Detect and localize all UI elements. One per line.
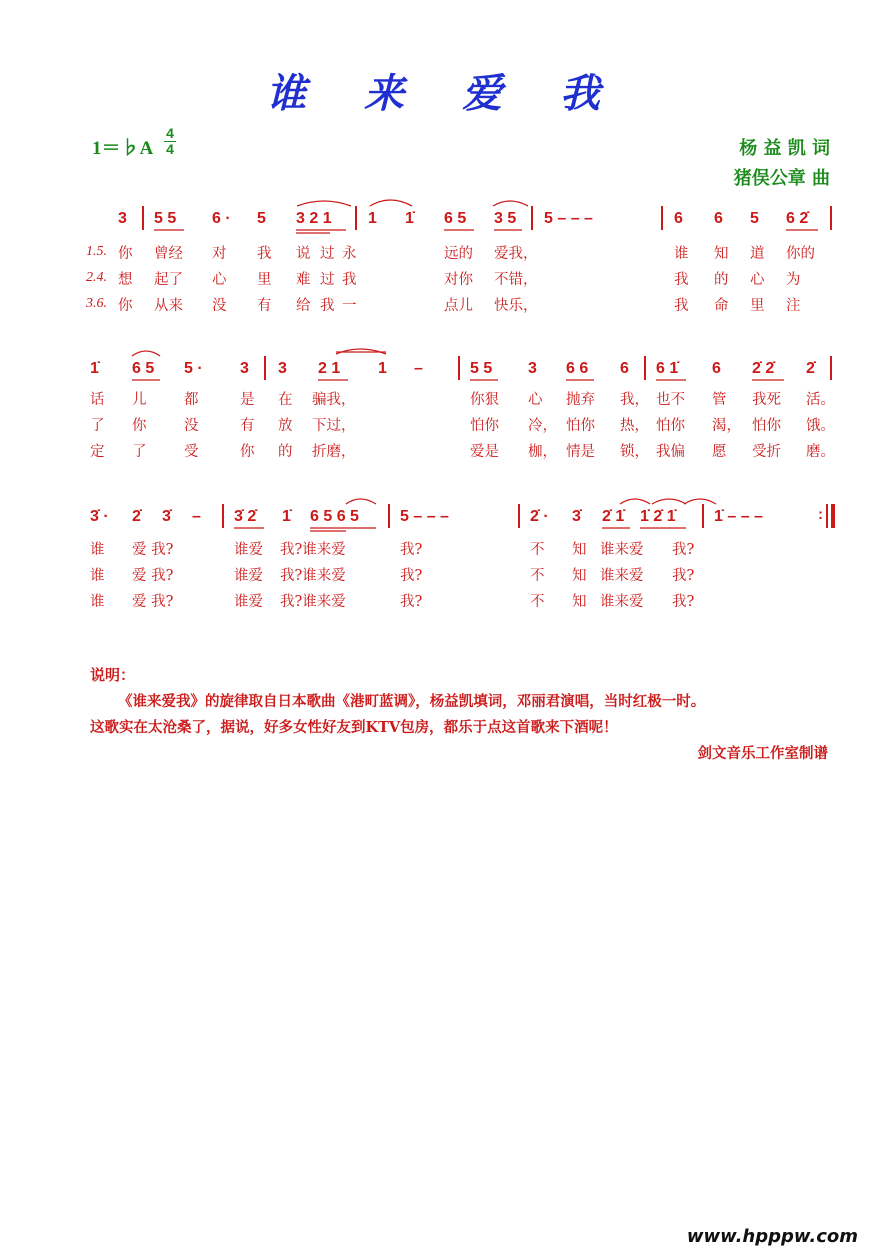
note: 2̇ <box>806 360 815 377</box>
lyric: 没 <box>184 418 199 434</box>
lyric: 锁， <box>620 444 649 460</box>
lyric: 我? <box>672 542 695 558</box>
lyric: 过 <box>320 272 335 288</box>
slur <box>132 351 160 356</box>
lyric: 也不 <box>656 392 685 408</box>
lyric: 永 <box>342 246 357 262</box>
lyric: 不 <box>530 568 545 584</box>
lyric: 给 <box>296 298 311 314</box>
lyric: 我 <box>257 246 272 262</box>
lyric: 的 <box>278 444 293 460</box>
lyric: 我?谁来爱 <box>280 594 346 610</box>
note: 2̇ · <box>530 508 549 525</box>
note: – <box>414 360 423 377</box>
lyric: 情是 <box>566 444 595 460</box>
lyric: 磨。 <box>806 444 835 460</box>
verse-number: 1.5. <box>86 244 107 259</box>
note: 5 <box>257 210 266 227</box>
lyric: 谁爱 <box>234 594 263 610</box>
lyric: 谁来爱 <box>600 542 644 558</box>
note: 3̇ 2̇ <box>234 508 257 525</box>
lyric: 没 <box>212 298 227 314</box>
lyric: 你 <box>240 444 255 460</box>
note: 3̇ <box>162 508 171 525</box>
lyric: 下过， <box>312 418 356 434</box>
note: 2̇ 1̇ <box>602 508 625 525</box>
note: 6 2̇ <box>786 210 809 227</box>
lyric: 为 <box>786 272 801 288</box>
lyric: 点儿 <box>444 298 473 314</box>
note: 1 <box>368 210 377 227</box>
note: 5 5 <box>470 360 493 377</box>
website-watermark: www.hpppw.com <box>686 1226 858 1247</box>
time-signature-top: 4 <box>166 125 174 141</box>
lyric: 对 <box>212 246 227 262</box>
key-signature: 1＝♭A <box>92 138 154 159</box>
notes-line-2: 这歌实在太沧桑了，据说，好多女性好友到KTV包房，都乐于点这首歌来下酒呢！ <box>90 719 618 736</box>
lyric: 我 <box>674 272 689 288</box>
notes-label: 说明： <box>90 666 136 684</box>
lyric: 折磨， <box>312 444 356 460</box>
lyric: 冷， <box>528 418 557 434</box>
note: 1̇ 2̇ 1̇ <box>640 508 676 525</box>
note: 3 2 1 <box>296 210 332 227</box>
lyric: 曾经 <box>154 246 183 262</box>
note: 2̇ 2̇ <box>752 360 775 377</box>
verse-number: 2.4. <box>86 270 107 285</box>
lyric: 说 <box>296 246 311 262</box>
note: 5 5 <box>154 210 177 227</box>
note: 3 <box>240 360 249 377</box>
lyric: 我? <box>400 594 423 610</box>
note: 6 · <box>212 210 231 227</box>
lyric: 里 <box>750 298 765 314</box>
note: 2 1 <box>318 360 341 377</box>
lyric: 放 <box>278 418 293 434</box>
slurs-and-beams <box>0 346 888 386</box>
lyric: 不 <box>530 542 545 558</box>
lyric: 我死 <box>752 392 781 408</box>
lyric: 怕你 <box>470 418 499 434</box>
lyric: 热， <box>620 418 649 434</box>
lyric: 远的 <box>444 246 473 262</box>
note: 2̇ <box>132 508 141 525</box>
lyric: 我偏 <box>656 444 685 460</box>
lyric: 爱 我? <box>132 542 174 558</box>
repeat-dots: : <box>818 506 823 523</box>
lyric: 饿。 <box>806 418 835 434</box>
lyric: 管 <box>712 392 727 408</box>
note: 6 <box>674 210 683 227</box>
lyric: 有 <box>240 418 255 434</box>
lyric: 过 <box>320 246 335 262</box>
note: 1 <box>378 360 387 377</box>
lyric: 谁 <box>90 568 105 584</box>
note: 3 <box>278 360 287 377</box>
lyric: 谁爱 <box>234 568 263 584</box>
lyric: 我， <box>620 392 649 408</box>
lyric: 命 <box>714 298 729 314</box>
lyric: 快乐， <box>494 298 538 314</box>
lyric: 定 <box>90 444 105 460</box>
lyric: 谁来爱 <box>600 594 644 610</box>
lyric: 愿 <box>712 444 727 460</box>
lyric: 在 <box>278 392 293 408</box>
lyric: 我 <box>342 272 357 288</box>
notes-line-1: 《谁来爱我》的旋律取自日本歌曲《港町蓝调》，杨益凯填词，邓丽君演唱，当时红极一时。 <box>118 693 706 710</box>
lyric: 你狠 <box>470 392 499 408</box>
lyric: 活。 <box>806 392 835 408</box>
lyric: 你 <box>132 418 147 434</box>
slur <box>684 499 716 504</box>
lyric: 你 <box>118 298 133 314</box>
note: 1̇ <box>90 360 99 377</box>
lyric: 不 <box>530 594 545 610</box>
lyric: 有 <box>257 298 272 314</box>
note: 1̇ – – – <box>714 508 763 525</box>
note: 3 <box>118 210 127 227</box>
time-signature-bottom: 4 <box>166 141 174 157</box>
note: 6 <box>620 360 629 377</box>
lyric: 从来 <box>154 298 183 314</box>
lyric: 心 <box>528 392 543 408</box>
note: 6 <box>714 210 723 227</box>
slur <box>620 499 650 504</box>
lyric: 谁 <box>90 594 105 610</box>
lyric: 你的 <box>786 246 815 262</box>
slur <box>297 201 351 206</box>
note: 3 5 <box>494 210 517 227</box>
lyric: 的 <box>714 272 729 288</box>
lyric: 我? <box>672 594 695 610</box>
slur <box>346 499 376 504</box>
lyric: 谁 <box>90 542 105 558</box>
verse-number: 3.6. <box>86 296 107 311</box>
note: 6 1̇ <box>656 360 679 377</box>
note: 5 <box>750 210 759 227</box>
lyric: 抛弃 <box>566 392 595 408</box>
arranger-signature: 剑文音乐工作室制谱 <box>697 745 828 762</box>
lyric: 我? <box>400 568 423 584</box>
lyric: 知 <box>572 594 587 610</box>
song-title: 谁 来 爱 我 <box>266 70 622 117</box>
note: 1̇ <box>405 210 414 227</box>
note: 6 5 <box>444 210 467 227</box>
lyric: 里 <box>257 272 272 288</box>
lyric: 是 <box>240 392 255 408</box>
lyric: 了 <box>132 444 147 460</box>
lyric: 你 <box>118 246 133 262</box>
lyric: 心 <box>212 272 227 288</box>
note: 6 6 <box>566 360 589 377</box>
lyric: 怕你 <box>656 418 685 434</box>
lyric: 起了 <box>154 272 183 288</box>
lyric: 知 <box>714 246 729 262</box>
lyric: 一 <box>342 298 357 314</box>
lyric: 谁来爱 <box>600 568 644 584</box>
note: 3 <box>528 360 537 377</box>
lyric: 渴， <box>712 418 741 434</box>
lyric: 爱 我? <box>132 594 174 610</box>
lyric: 我?谁来爱 <box>280 568 346 584</box>
lyric: 难 <box>296 272 311 288</box>
lyric: 受 <box>184 444 199 460</box>
lyric: 了 <box>90 418 105 434</box>
lyric: 爱是 <box>470 444 499 460</box>
lyric: 话 <box>90 392 105 408</box>
lyric: 我? <box>400 542 423 558</box>
lyric: 爱我， <box>494 246 538 262</box>
slur <box>370 200 412 206</box>
lyric: 儿 <box>132 392 147 408</box>
lyric: 我 <box>320 298 335 314</box>
note: 5 – – – <box>544 210 593 227</box>
note: 5 – – – <box>400 508 449 525</box>
note: 6 <box>712 360 721 377</box>
note: 3̇ <box>572 508 581 525</box>
lyric: 爱 我? <box>132 568 174 584</box>
composer-credit: 猪俣公章 曲 <box>733 168 830 189</box>
slur <box>652 499 686 504</box>
note: 3̇ · <box>90 508 109 525</box>
time-signature <box>160 126 180 157</box>
lyric: 受折 <box>752 444 781 460</box>
lyric: 知 <box>572 568 587 584</box>
note: 6 5 6 5 <box>310 508 359 525</box>
lyric: 都 <box>184 392 199 408</box>
lyric: 知 <box>572 542 587 558</box>
lyric: 我?谁来爱 <box>280 542 346 558</box>
lyric: 枷， <box>528 444 557 460</box>
lyric: 怕你 <box>752 418 781 434</box>
lyric: 对你 <box>444 272 473 288</box>
lyric: 注 <box>786 298 801 314</box>
lyric: 骗我， <box>312 392 356 408</box>
lyric: 心 <box>750 272 765 288</box>
note: 6 5 <box>132 360 155 377</box>
lyricist-credit: 杨 益 凯 词 <box>739 138 830 159</box>
lyric: 谁 <box>674 246 689 262</box>
slurs-and-beams <box>0 196 888 236</box>
lyric: 谁爱 <box>234 542 263 558</box>
lyric: 我 <box>674 298 689 314</box>
note: – <box>192 508 201 525</box>
lyric: 不错， <box>494 272 538 288</box>
lyric: 道 <box>750 246 765 262</box>
note: 1̇ <box>282 508 291 525</box>
slurs-and-beams <box>0 494 888 534</box>
lyric: 怕你 <box>566 418 595 434</box>
slur <box>493 201 528 206</box>
note: 5 · <box>184 360 203 377</box>
lyric: 想 <box>118 272 133 288</box>
lyric: 我? <box>672 568 695 584</box>
